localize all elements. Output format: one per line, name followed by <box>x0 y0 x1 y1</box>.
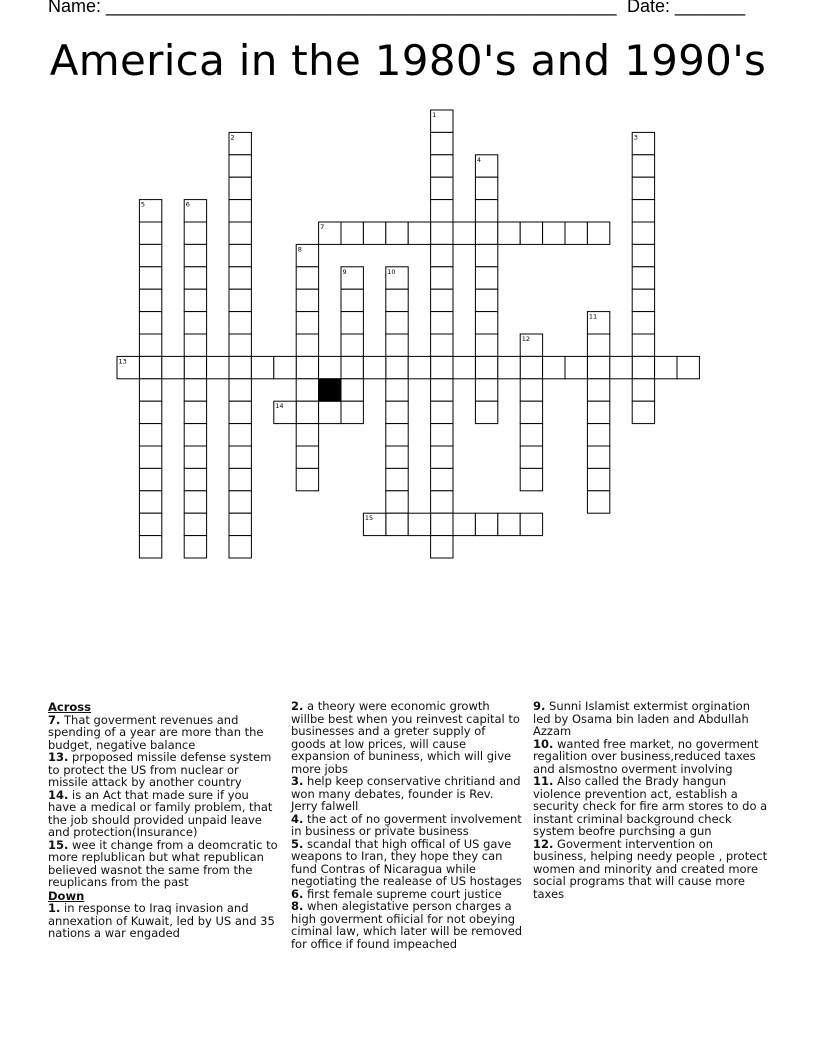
answer-cell[interactable] <box>386 222 408 244</box>
clue-number-11: 11 <box>588 312 598 321</box>
clue-number-3: 3 <box>633 133 638 142</box>
answer-cell[interactable] <box>431 513 453 535</box>
clue-number-1: 1 <box>432 111 437 119</box>
down-clue-5: 5. scandal that high offical of US gave weapons to Iran, they hope they can fund Contras of Nicaragua while negotiating the realease of US hostages <box>291 836 522 888</box>
answer-cell[interactable] <box>341 289 363 311</box>
answer-cell[interactable] <box>162 356 184 378</box>
answer-cell[interactable] <box>431 222 453 244</box>
answer-cell[interactable] <box>632 177 654 199</box>
answer-cell[interactable] <box>184 289 206 311</box>
answer-cell[interactable] <box>386 334 408 356</box>
answer-cell[interactable] <box>453 356 475 378</box>
answer-cell[interactable] <box>520 401 542 423</box>
answer-cell[interactable] <box>184 491 206 513</box>
answer-cell[interactable] <box>565 222 587 244</box>
down-clue-1: 1. in response to Iraq invasion and annexation of Kuwait, led by US and 35 nations a war engaded <box>48 901 275 940</box>
answer-cell[interactable] <box>386 468 408 490</box>
answer-cell[interactable] <box>341 401 363 423</box>
answer-cell[interactable] <box>431 356 453 378</box>
answer-cell[interactable] <box>632 312 654 334</box>
answer-cell[interactable] <box>475 356 497 378</box>
answer-cell[interactable] <box>184 468 206 490</box>
answer-cell[interactable] <box>520 468 542 490</box>
answer-cell[interactable] <box>475 177 497 199</box>
answer-cell[interactable] <box>139 379 161 401</box>
answer-cell[interactable] <box>565 356 587 378</box>
answer-cell[interactable] <box>475 334 497 356</box>
answer-cell[interactable] <box>229 334 251 356</box>
answer-cell[interactable] <box>431 312 453 334</box>
answer-cell[interactable] <box>587 468 609 490</box>
black-square <box>319 379 341 401</box>
answer-cell[interactable] <box>184 513 206 535</box>
answer-cell[interactable] <box>139 356 161 378</box>
answer-cell[interactable] <box>296 334 318 356</box>
answer-cell[interactable] <box>251 356 273 378</box>
answer-cell[interactable] <box>587 222 609 244</box>
answer-cell[interactable] <box>184 379 206 401</box>
answer-cell[interactable] <box>543 356 565 378</box>
answer-cell[interactable] <box>229 244 251 266</box>
down-clue-2: 2. a theory were economic growth willbe best when you reinvest capital to businesses and a greter supply of goods at low prices, will cause expansion of buniness, which will give more jobs <box>291 699 520 776</box>
answer-cell[interactable] <box>296 468 318 490</box>
answer-cell[interactable] <box>341 312 363 334</box>
down-clue-6: 6. first female supreme court justice <box>291 886 502 901</box>
name-field-label: Name: ___________________________________________________ <box>48 0 617 16</box>
down-heading: Down <box>48 888 85 903</box>
down-clue-4: 4. the act of no goverment involvement in business or private business <box>291 811 522 838</box>
answer-cell[interactable] <box>587 446 609 468</box>
clue-number-12: 12 <box>521 335 530 343</box>
answer-cell[interactable] <box>184 446 206 468</box>
answer-cell[interactable] <box>632 334 654 356</box>
answer-cell[interactable] <box>520 222 542 244</box>
clue-number-13: 13 <box>118 357 127 366</box>
answer-cell[interactable] <box>386 289 408 311</box>
answer-cell[interactable] <box>139 401 161 423</box>
answer-cell[interactable] <box>386 424 408 446</box>
answer-cell[interactable] <box>139 513 161 535</box>
answer-cell[interactable] <box>296 401 318 423</box>
clues-column-2 <box>291 700 523 950</box>
answer-cell[interactable] <box>229 424 251 446</box>
answer-cell[interactable] <box>341 379 363 401</box>
answer-cell[interactable] <box>386 446 408 468</box>
answer-cell[interactable] <box>632 222 654 244</box>
answer-cell[interactable] <box>431 401 453 423</box>
page-title: America in the 1980's and 1990's <box>49 36 767 85</box>
answer-cell[interactable] <box>632 401 654 423</box>
answer-cell[interactable] <box>139 446 161 468</box>
answer-cell[interactable] <box>229 267 251 289</box>
answer-cell[interactable] <box>498 356 520 378</box>
down-clue-12: 12. Goverment intervention on business, helping needy people , protect women and minority and created more social programs that will cause more taxes <box>533 836 768 901</box>
answer-cell[interactable] <box>229 222 251 244</box>
answer-cell[interactable] <box>632 155 654 177</box>
clue-number-2: 2 <box>230 133 235 142</box>
answer-cell[interactable] <box>587 334 609 356</box>
answer-cell[interactable] <box>520 513 542 535</box>
answer-cell[interactable] <box>229 356 251 378</box>
answer-cell[interactable] <box>139 491 161 513</box>
clue-number-14: 14 <box>275 402 284 411</box>
answer-cell[interactable] <box>139 267 161 289</box>
answer-cell[interactable] <box>229 536 251 558</box>
answer-cell[interactable] <box>296 289 318 311</box>
clue-number-8: 8 <box>297 245 302 254</box>
answer-cell[interactable] <box>341 356 363 378</box>
answer-cell[interactable] <box>453 222 475 244</box>
answer-cell[interactable] <box>431 379 453 401</box>
clue-number-5: 5 <box>140 200 146 209</box>
answer-cell[interactable] <box>139 222 161 244</box>
answer-cell[interactable] <box>431 200 453 222</box>
answer-cell[interactable] <box>498 222 520 244</box>
answer-cell[interactable] <box>632 244 654 266</box>
answer-cell[interactable] <box>139 468 161 490</box>
answer-cell[interactable] <box>632 267 654 289</box>
answer-cell[interactable] <box>587 379 609 401</box>
clue-number-15: 15 <box>364 514 374 523</box>
clue-number-10: 10 <box>387 267 396 276</box>
answer-cell[interactable] <box>475 244 497 266</box>
answer-cell[interactable] <box>229 312 251 334</box>
answer-cell[interactable] <box>431 334 453 356</box>
answer-cell[interactable] <box>229 446 251 468</box>
answer-cell[interactable] <box>632 289 654 311</box>
answer-cell[interactable] <box>184 356 206 378</box>
answer-cell[interactable] <box>296 446 318 468</box>
answer-cell[interactable] <box>431 446 453 468</box>
answer-cell[interactable] <box>296 379 318 401</box>
answer-cell[interactable] <box>184 222 206 244</box>
answer-cell[interactable] <box>386 491 408 513</box>
answer-cell[interactable] <box>431 424 453 446</box>
answer-cell[interactable] <box>431 177 453 199</box>
answer-cell[interactable] <box>207 356 229 378</box>
answer-cell[interactable] <box>229 177 251 199</box>
answer-cell[interactable] <box>587 491 609 513</box>
answer-cell[interactable] <box>184 536 206 558</box>
answer-cell[interactable] <box>139 244 161 266</box>
answer-cell[interactable] <box>386 312 408 334</box>
answer-cell[interactable] <box>229 513 251 535</box>
answer-cell[interactable] <box>184 424 206 446</box>
answer-cell[interactable] <box>386 379 408 401</box>
clue-number-9: 9 <box>342 267 347 276</box>
clue-number-6: 6 <box>185 200 190 209</box>
clue-number-4: 4 <box>476 155 482 164</box>
answer-cell[interactable] <box>184 267 206 289</box>
answer-cell[interactable] <box>520 356 542 378</box>
answer-cell[interactable] <box>296 312 318 334</box>
across-clue-15: 15. wee it change from a deomcratic to more replublican but what republican believed wasnot the same from the reuplicans from the past <box>48 837 278 889</box>
answer-cell[interactable] <box>431 267 453 289</box>
answer-cell[interactable] <box>139 312 161 334</box>
answer-cell[interactable] <box>587 356 609 378</box>
answer-cell[interactable] <box>296 424 318 446</box>
answer-cell[interactable] <box>229 289 251 311</box>
answer-cell[interactable] <box>520 424 542 446</box>
answer-cell[interactable] <box>632 379 654 401</box>
answer-cell[interactable] <box>319 356 341 378</box>
clue-number-7: 7 <box>320 223 325 231</box>
answer-cell[interactable] <box>431 536 453 558</box>
answer-cell[interactable] <box>431 155 453 177</box>
answer-cell[interactable] <box>296 356 318 378</box>
down-clue-8: 8. when alegistative person charges a high goverment ofiicial for not obeying ciminal law, which later will be removed for office if found impeached <box>291 899 523 951</box>
answer-cell[interactable] <box>274 356 296 378</box>
answer-cell[interactable] <box>341 334 363 356</box>
answer-cell[interactable] <box>431 244 453 266</box>
answer-cell[interactable] <box>341 222 363 244</box>
answer-cell[interactable] <box>363 356 385 378</box>
answer-cell[interactable] <box>475 401 497 423</box>
answer-cell[interactable] <box>229 468 251 490</box>
answer-cell[interactable] <box>363 222 385 244</box>
answer-cell[interactable] <box>587 401 609 423</box>
down-clue-11: 11. Also called the Brady hangun violence prevention act, establish a security check for fire arm stores to do a instant criminal background check system beofre purchsing a gun <box>533 774 768 838</box>
across-clue-14: 14. is an Act that made sure if you have a medical or family problem, that the job should provided unpaid leave and protection(Insurance) <box>48 787 273 839</box>
answer-cell[interactable] <box>475 312 497 334</box>
answer-cell[interactable] <box>184 244 206 266</box>
answer-cell[interactable] <box>184 334 206 356</box>
answer-cell[interactable] <box>184 401 206 423</box>
answer-cell[interactable] <box>655 356 677 378</box>
answer-cell[interactable] <box>498 513 520 535</box>
answer-cell[interactable] <box>229 155 251 177</box>
down-clue-9: 9. Sunni Islamist extermist orgination led by Osama bin laden and Abdullah Azzam <box>533 699 750 738</box>
answer-cell[interactable] <box>408 513 430 535</box>
answer-cell[interactable] <box>587 424 609 446</box>
answer-cell[interactable] <box>296 267 318 289</box>
date-field-label: Date: _______ <box>627 0 746 16</box>
answer-cell[interactable] <box>431 289 453 311</box>
answer-cell[interactable] <box>386 513 408 535</box>
answer-cell[interactable] <box>677 356 699 378</box>
answer-cell[interactable] <box>408 356 430 378</box>
across-clue-7: 7. That goverment revenues and spending of a year are more than the budget, negative balance <box>48 712 264 752</box>
answer-cell[interactable] <box>229 379 251 401</box>
answer-cell[interactable] <box>184 312 206 334</box>
answer-cell[interactable] <box>475 267 497 289</box>
answer-cell[interactable] <box>475 200 497 222</box>
answer-cell[interactable] <box>520 446 542 468</box>
answer-cell[interactable] <box>386 356 408 378</box>
answer-cell[interactable] <box>475 513 497 535</box>
clues-column-3 <box>533 700 769 900</box>
answer-cell[interactable] <box>431 132 453 154</box>
answer-cell[interactable] <box>453 513 475 535</box>
answer-cell[interactable] <box>408 222 430 244</box>
answer-cell[interactable] <box>632 356 654 378</box>
answer-cell[interactable] <box>475 379 497 401</box>
across-heading: Across <box>48 700 91 714</box>
clues-column-1 <box>48 700 280 940</box>
answer-cell[interactable] <box>386 401 408 423</box>
answer-cell[interactable] <box>431 468 453 490</box>
answer-cell[interactable] <box>632 200 654 222</box>
across-clue-13: 13. prpoposed missile defense system to protect the US from nuclear or missile attack by another country <box>48 750 272 789</box>
answer-cell[interactable] <box>139 334 161 356</box>
answer-cell[interactable] <box>229 401 251 423</box>
answer-cell[interactable] <box>610 356 632 378</box>
answer-cell[interactable] <box>229 200 251 222</box>
answer-cell[interactable] <box>139 424 161 446</box>
answer-cell[interactable] <box>475 222 497 244</box>
answer-cell[interactable] <box>431 491 453 513</box>
answer-cell[interactable] <box>139 289 161 311</box>
answer-cell[interactable] <box>319 401 341 423</box>
answer-cell[interactable] <box>543 222 565 244</box>
answer-cell[interactable] <box>229 491 251 513</box>
down-clue-10: 10. wanted free market, no goverment regalition over business,reduced taxes and alsmostno overment involving <box>533 736 759 776</box>
answer-cell[interactable] <box>520 379 542 401</box>
down-clue-3: 3. help keep conservative chritiand and won many debates, founder is Rev. Jerry falwell <box>291 774 521 813</box>
answer-cell[interactable] <box>475 289 497 311</box>
answer-cell[interactable] <box>139 536 161 558</box>
